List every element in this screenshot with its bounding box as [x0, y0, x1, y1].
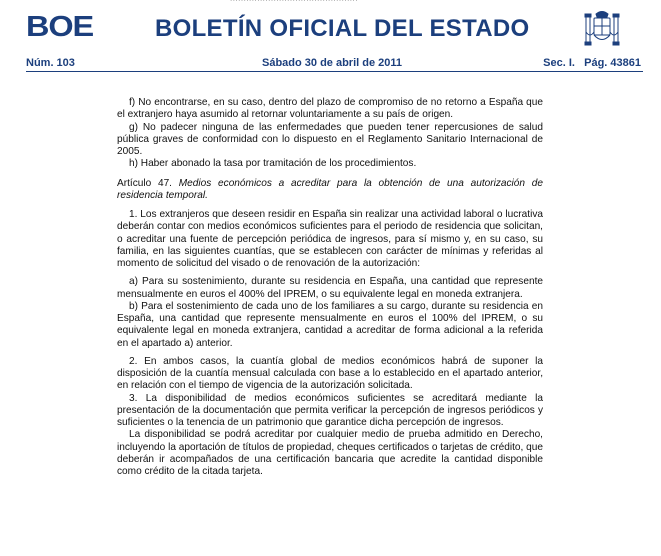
article-heading	[117, 178, 543, 203]
top-strip-text	[230, 0, 358, 3]
paragraph-1: 1. Los extranjeros que deseen residir en España sin realizar una actividad laboral o lucrativa deberán contar con medios económicos suficientes para el periodo de residencia que solicitan, o acreditar una fuente de percepción periódica de ingresos, para sí mismo y, en su caso, su familia, en las siguientes cuantías, que se establecen con carácter de mínimas y referidas al momento de solicitud del visado o de renovación de la autorización:	[117, 209, 543, 269]
paragraph-3: 3. La disponibilidad de medios económicos suficientes se acreditará mediante la presentación de la documentación que permita verificar la percepción de ingresos periódicos y suficientes o la tenencia de un patrimonio que garantice dicha percepción de ingresos.	[117, 392, 543, 428]
paragraph-2: 2. En ambos casos, la cuantía global de medios económicos habrá de suponer la disposición de la cuantía mensual calculada con base a lo establecido en el apartado anterior, en relación con el tiempo de vigencia de la autorización solicitada.	[117, 355, 543, 392]
section-page: Sec. I. Pág. 43861	[543, 57, 641, 69]
article-number: Artículo 47.	[117, 177, 172, 189]
paragraph-a: a) Para su sostenimiento, durante su residencia en España, una cantidad que represente mensualmente en euros el 400% del IPREM, o su equivalente legal en moneda extranjera.	[117, 276, 543, 300]
article-title: Medios económicos a acreditar para la obtención de una autorización de residencia temporal.	[117, 177, 543, 201]
page-title: BOLETÍN OFICIAL DEL ESTADO	[155, 15, 530, 42]
issue-date: Sábado 30 de abril de 2011	[262, 57, 403, 69]
spanish-coat-of-arms-icon	[583, 8, 621, 48]
top-strip	[0, 0, 661, 4]
boe-logo-text: BOE	[26, 11, 94, 43]
header-divider	[26, 71, 643, 72]
paragraph-3b: La disponibilidad se podrá acreditar por cualquier medio de prueba admitido en Derecho, incluyendo la aportación de títulos de propiedad, cheques certificados o tarjetas de crédito, que deberán ir acompañados de una certificación bancaria que acredite la cantidad disponible como crédito de la citada tarjeta.	[117, 429, 543, 477]
document-body	[117, 97, 543, 478]
paragraph-f: f) No encontrarse, en su caso, dentro del plazo de compromiso de no retorno a España que el extranjero haya asumido al retornar voluntariamente a su país de origen.	[117, 97, 543, 121]
paragraph-g: g) No padecer ninguna de las enfermedades que pueden tener repercusiones de salud pública graves de conformidad con lo dispuesto en el Reglamento Sanitario Internacional de 2005.	[117, 121, 543, 157]
paragraph-h: h) Haber abonado la tasa por tramitación de los procedimientos.	[129, 158, 417, 170]
paragraph-b: b) Para el sostenimiento de cada uno de los familiares a su cargo, durante su residencia en España, una cantidad que represente mensualmente en euros el 100% del IPREM, o su equivalente legal en moneda extranjera, cantidad a acreditar de forma adicional a la referida en el apartado a) anterior.	[117, 300, 543, 349]
boe-logo	[26, 12, 92, 42]
issue-number: Núm. 103	[26, 57, 75, 69]
